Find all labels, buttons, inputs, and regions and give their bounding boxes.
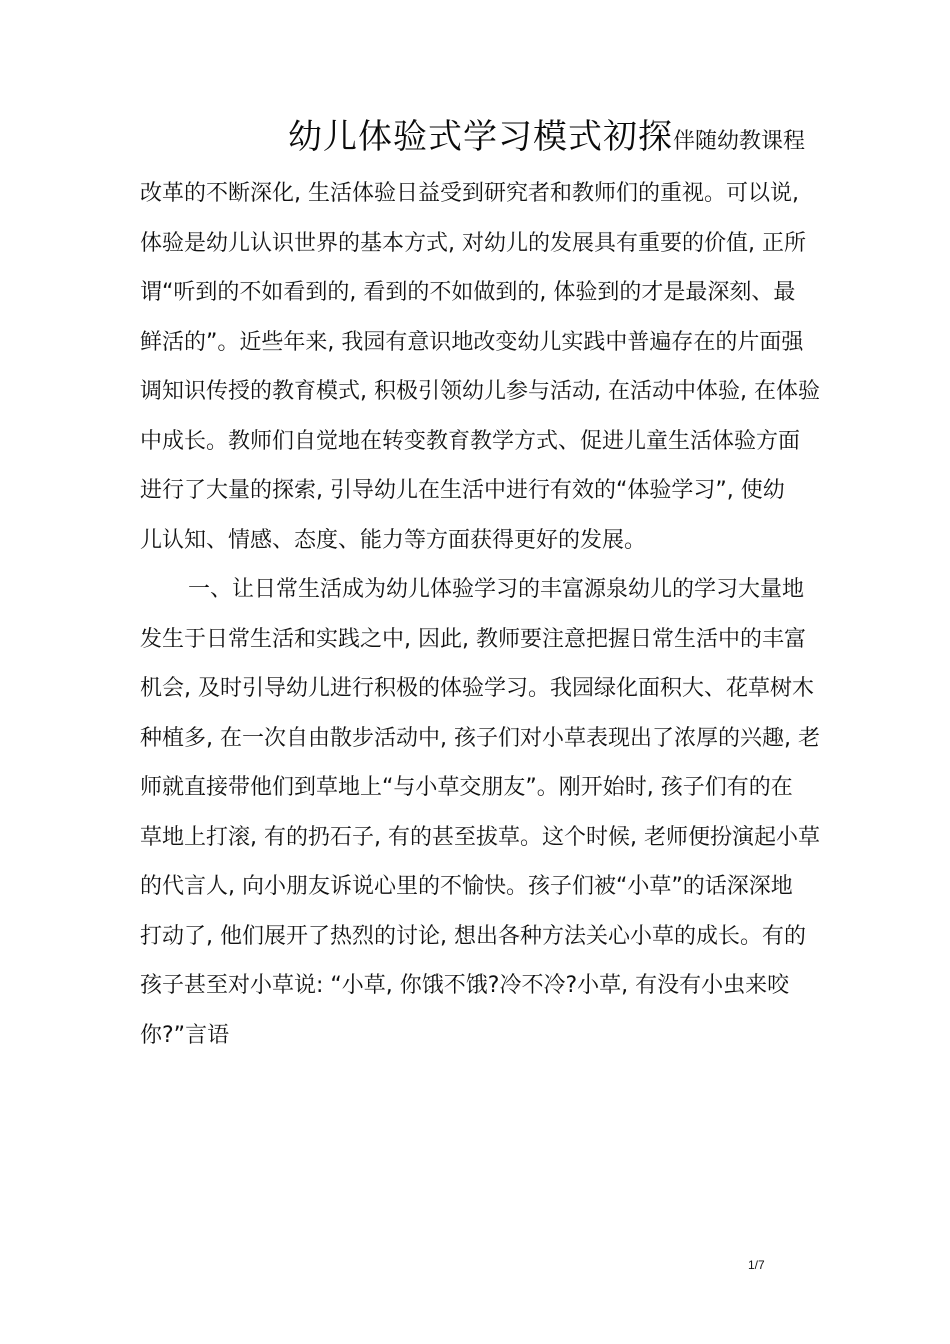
paragraph-line: 儿认知、情感、态度、能力等方面获得更好的发展。: [140, 527, 647, 553]
paragraph-line: 谓“听到的不如看到的, 看到的不如做到的, 体验到的才是最深刻、最: [140, 280, 796, 305]
paragraph-line: 进行了大量的探索, 引导幼儿在生活中进行有效的“体验学习”, 使幼: [140, 478, 785, 503]
paragraph-line: 你?”言语: [140, 1022, 230, 1048]
paragraph-line: 师就直接带他们到草地上“与小草交朋友”。刚开始时, 孩子们有的在: [140, 775, 793, 800]
title-continuation: 伴随幼教课程: [673, 129, 806, 154]
paragraph-line: 改革的不断深化, 生活体验日益受到研究者和教师们的重视。可以说,: [140, 181, 799, 206]
paragraph-line: 种植多, 在一次自由散步活动中, 孩子们对小草表现出了浓厚的兴趣, 老: [140, 725, 820, 751]
paragraph-1: [140, 169, 830, 565]
paragraph-line: 草地上打滚, 有的扔石子, 有的甚至拔草。这个时候, 老师便扮演起小草: [140, 824, 820, 850]
paragraph-line: 发生于日常生活和实践之中, 因此, 教师要注意把握日常生活中的丰富: [140, 626, 806, 652]
paragraph-line: 调知识传授的教育模式, 积极引领幼儿参与活动, 在活动中体验, 在体验: [140, 379, 820, 404]
document-title: 幼儿体验式学习模式初探: [288, 117, 673, 157]
paragraph-line: 机会, 及时引导幼儿进行积极的体验学习。我园绿化面积大、花草树木: [140, 676, 814, 701]
paragraph-line: 的代言人, 向小朋友诉说心里的不愉快。孩子们被“小草”的话深深地: [140, 874, 793, 899]
page-number: 1/7: [748, 1258, 765, 1272]
paragraph-first-line: 一、让日常生活成为幼儿体验学习的丰富源泉幼儿的学习大量地: [188, 577, 805, 602]
paragraph-line: 打动了, 他们展开了热烈的讨论, 想出各种方法关心小草的成长。有的: [140, 923, 806, 949]
body-text: [140, 169, 830, 1060]
title-line: [288, 112, 848, 168]
paragraph-line: 体验是幼儿认识世界的基本方式, 对幼儿的发展具有重要的价值, 正所: [140, 230, 806, 256]
paragraph-line: 孩子甚至对小草说: “小草, 你饿不饿?冷不冷?小草, 有没有小虫来咬: [140, 973, 790, 998]
paragraph-line: 中成长。教师们自觉地在转变教育教学方式、促进儿童生活体验方面: [140, 428, 801, 454]
paragraph-2: [140, 565, 830, 1060]
paragraph-line: 鲜活的”。近些年来, 我园有意识地改变幼儿实践中普遍存在的片面强: [140, 329, 804, 355]
